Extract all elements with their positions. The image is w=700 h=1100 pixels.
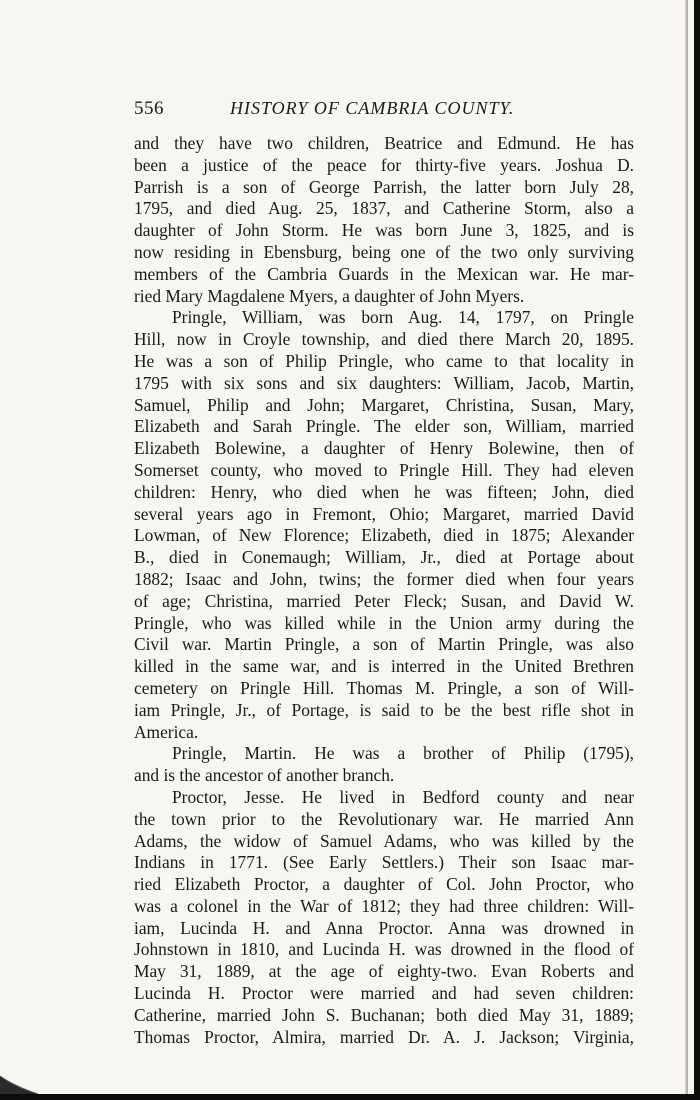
text-line: children: Henry, who died when he was fifteen; John, died bbox=[134, 481, 634, 502]
text-line: daughter of John Storm. He was born June 3, 1825, and is bbox=[134, 220, 634, 241]
running-head: HISTORY OF CAMBRIA COUNTY. bbox=[230, 98, 515, 118]
text-line: Adams, the widow of Samuel Adams, who was killed by the bbox=[134, 830, 634, 851]
text-line: the town prior to the Revolutionary war. He married Ann bbox=[134, 808, 634, 829]
text-line: ried Mary Magdalene Myers, a daughter of John Myers. bbox=[134, 285, 525, 306]
page-header bbox=[134, 98, 558, 124]
text-line: Catherine, married John S. Buchanan; both died May 31, 1889; bbox=[134, 1004, 634, 1025]
paragraph-first-line: Proctor, Jesse. He lived in Bedford county and near bbox=[172, 786, 634, 807]
text-line: Pringle, who was killed while in the Union army during the bbox=[134, 612, 634, 633]
paragraph-first-line: Pringle, William, was born Aug. 14, 1797, on Pringle bbox=[172, 307, 634, 328]
page-corner-curl bbox=[0, 1064, 40, 1094]
text-line: Johnstown in 1810, and Lucinda H. was drowned in the flood of bbox=[134, 939, 634, 960]
text-line: Parrish is a son of George Parrish, the latter born July 28, bbox=[134, 176, 634, 197]
text-line: was a colonel in the War of 1812; they had three children: Will- bbox=[134, 895, 634, 916]
paragraph-first-line: Pringle, Martin. He was a brother of Philip (1795), bbox=[172, 743, 634, 764]
text-line: and is the ancestor of another branch. bbox=[134, 765, 395, 786]
text-line: killed in the same war, and is interred in the United Brethren bbox=[134, 656, 634, 677]
text-line: Elizabeth Bolewine, a daughter of Henry Bolewine, then of bbox=[134, 438, 634, 459]
text-line: 1795 with six sons and six daughters: William, Jacob, Martin, bbox=[134, 372, 634, 393]
page-edge-shadow bbox=[685, 0, 688, 1094]
text-line: Lowman, of New Florence; Elizabeth, died in 1875; Alexander bbox=[134, 525, 634, 546]
text-line: Civil war. Martin Pringle, a son of Martin Pringle, was also bbox=[134, 634, 634, 655]
text-line: Hill, now in Croyle township, and died there March 20, 1895. bbox=[134, 329, 634, 350]
text-line: He was a son of Philip Pringle, who came to that locality in bbox=[134, 350, 634, 371]
text-line: members of the Cambria Guards in the Mexican war. He mar- bbox=[134, 263, 634, 284]
text-line: now residing in Ebensburg, being one of the two only surviving bbox=[134, 241, 634, 262]
text-line: 1882; Isaac and John, twins; the former died when four years bbox=[134, 568, 634, 589]
body-text bbox=[134, 133, 634, 1048]
text-line: America. bbox=[134, 721, 199, 742]
text-line: 1795, and died Aug. 25, 1837, and Catherine Storm, also a bbox=[134, 198, 634, 219]
text-line: been a justice of the peace for thirty-five years. Joshua D. bbox=[134, 154, 634, 175]
text-line: cemetery on Pringle Hill. Thomas M. Pringle, a son of Will- bbox=[134, 677, 634, 698]
text-line: Thomas Proctor, Almira, married Dr. A. J. Jackson; Virginia, bbox=[134, 1026, 634, 1047]
text-line: iam Pringle, Jr., of Portage, is said to be the best rifle shot in bbox=[134, 699, 634, 720]
text-line: B., died in Conemaugh; William, Jr., died at Portage about bbox=[134, 547, 634, 568]
text-line: and they have two children, Beatrice and Edmund. He has bbox=[134, 133, 634, 153]
text-line: several years ago in Fremont, Ohio; Margaret, married David bbox=[134, 503, 634, 524]
text-line: May 31, 1889, at the age of eighty-two. Evan Roberts and bbox=[134, 961, 634, 982]
text-line: Samuel, Philip and John; Margaret, Christina, Susan, Mary, bbox=[134, 394, 634, 415]
text-line: Elizabeth and Sarah Pringle. The elder son, William, married bbox=[134, 416, 634, 437]
page-number: 556 bbox=[134, 98, 164, 119]
text-line: iam, Lucinda H. and Anna Proctor. Anna was drowned in bbox=[134, 917, 634, 938]
text-line: Lucinda H. Proctor were married and had seven children: bbox=[134, 983, 634, 1004]
text-line: of age; Christina, married Peter Fleck; Susan, and David W. bbox=[134, 590, 634, 611]
text-line: Somerset county, who moved to Pringle Hill. They had eleven bbox=[134, 459, 634, 480]
text-line: Indians in 1771. (See Early Settlers.) Their son Isaac mar- bbox=[134, 852, 634, 873]
text-line: ried Elizabeth Proctor, a daughter of Col. John Proctor, who bbox=[134, 874, 634, 895]
